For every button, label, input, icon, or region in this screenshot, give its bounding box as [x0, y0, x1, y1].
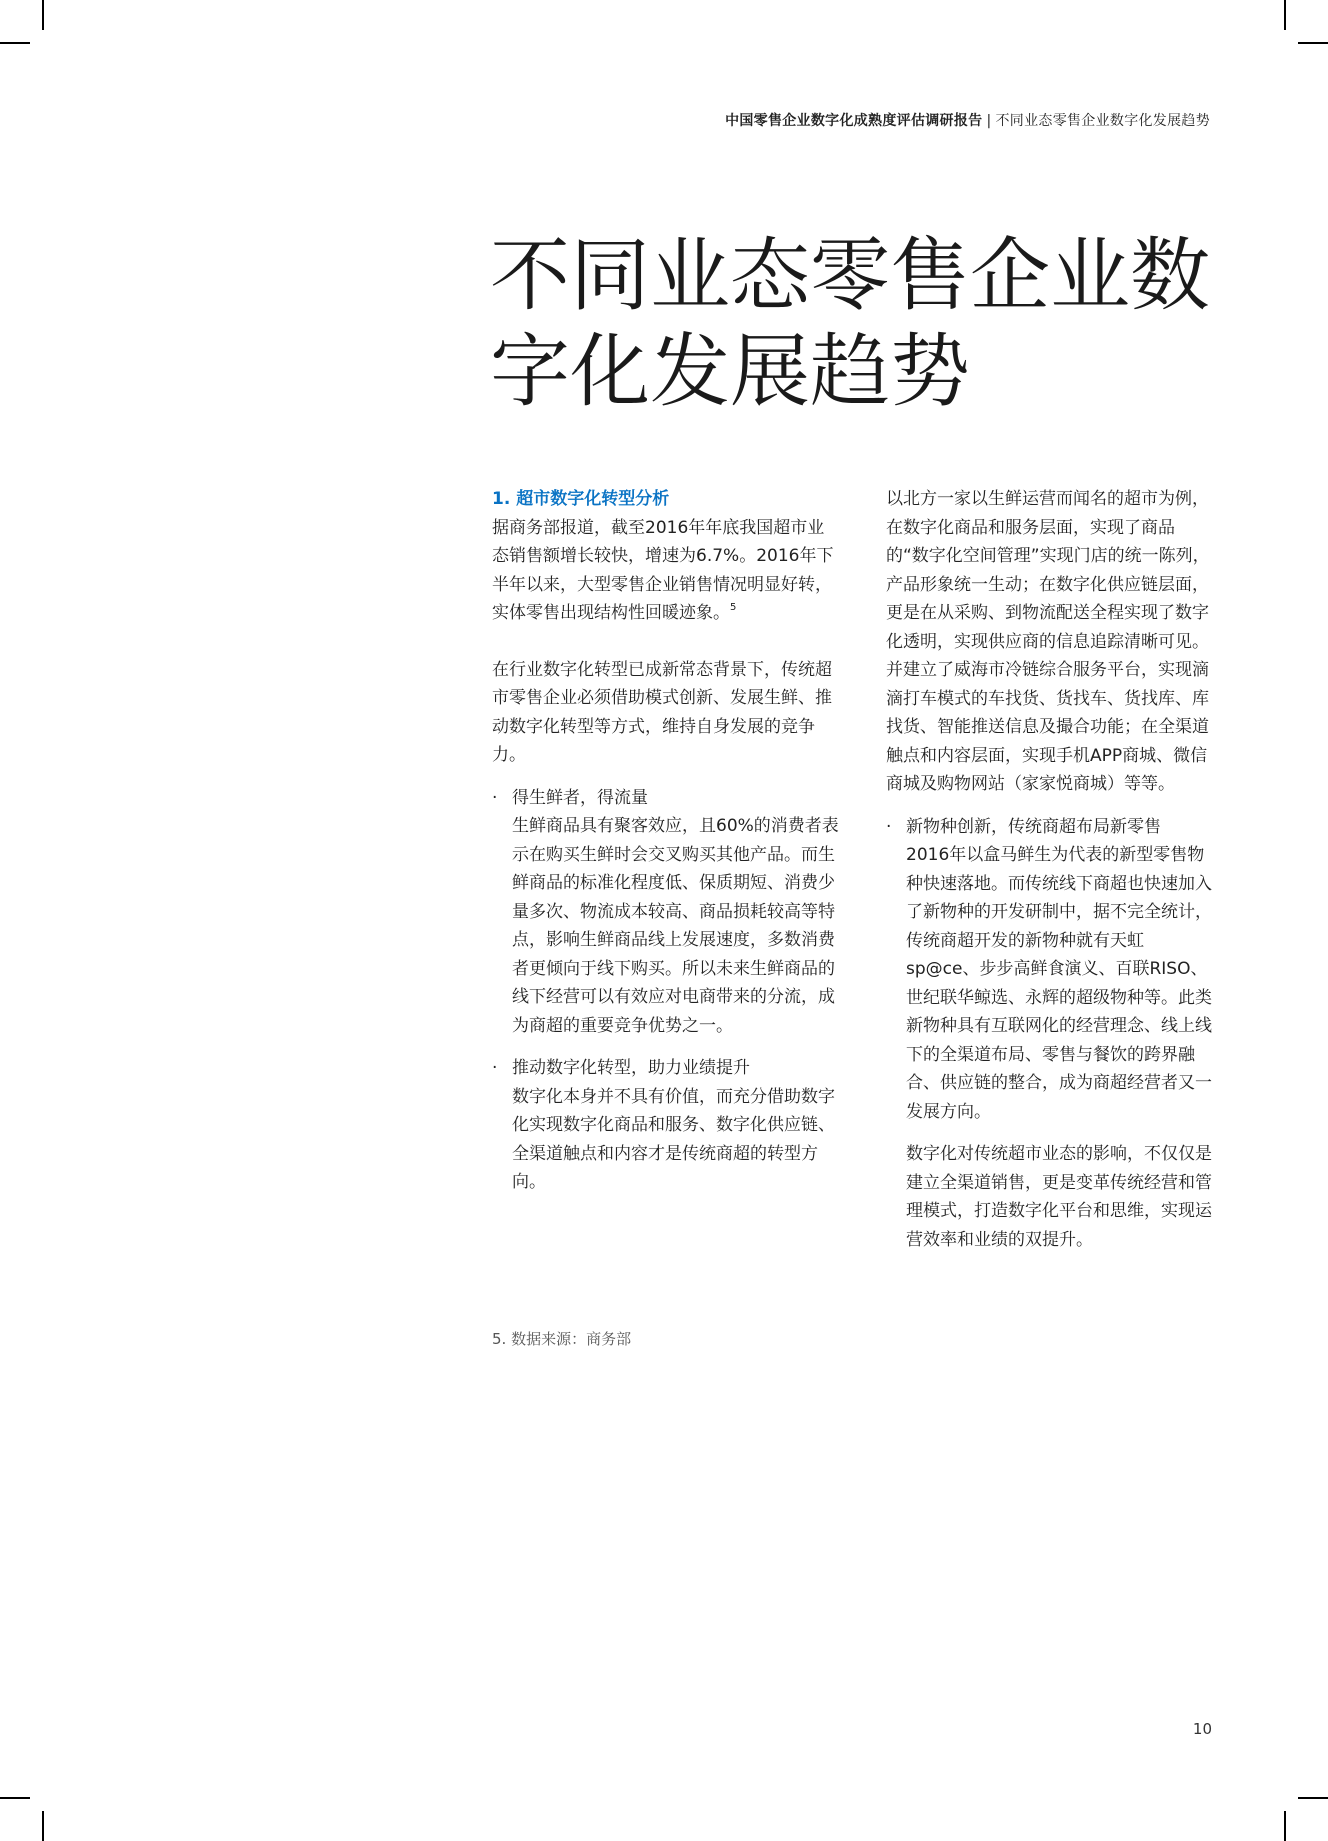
- page-number: 10: [1192, 1720, 1212, 1738]
- bullet-body: 2016年以盒马鲜生为代表的新型零售物种快速落地。而传统线下商超也快速加入了新物种的开发研制中，据不完全统计，传统商超开发的新物种就有天虹sp@ce、步步高鲜食演义、百联RISO、世纪联华鲸选、永辉的超级物种等。此类新物种具有互联网化的经营理念、线上线下的全渠道布局、零售与餐饮的跨界融合、供应链的整合，成为商超经营者又一发展方向。: [906, 845, 1212, 1122]
- page-title-line-2: 字化发展趋势: [490, 325, 970, 418]
- paragraph: 数字化对传统超市业态的影响，不仅仅是建立全渠道销售，更是变革传统经营和管理模式，打造数字化平台和思维，实现运营效率和业绩的双提升。: [906, 1144, 1212, 1250]
- right-column: [886, 485, 1216, 1254]
- bullet-body: 生鲜商品具有聚客效应，且60%的消费者表示在购买生鲜时会交叉购买其他产品。而生鲜商品的标准化程度低、保质期短、消费少量多次、物流成本较高、商品损耗较高等特点，影响生鲜商品线上发展速度，多数消费者更倾向于线下购买。所以未来生鲜商品的线下经营可以有效应对电商带来的分流，成为商超的重要竞争优势之一。: [512, 816, 839, 1036]
- bullet-item: [492, 784, 840, 1041]
- crop-mark-top-right-vertical: [1284, 0, 1286, 30]
- bullet-dot: ·: [492, 1058, 498, 1078]
- section-title: 不同业态零售企业数字化发展趋势: [995, 113, 1210, 129]
- page-title-line-1: 不同业态零售企业数: [490, 229, 1210, 322]
- crop-mark-top-right-horizontal: [1298, 42, 1328, 44]
- footnote-ref: 5: [730, 602, 737, 613]
- paragraph: [492, 514, 840, 628]
- crop-mark-bottom-left-horizontal: [0, 1797, 30, 1799]
- bullet-title: 推动数字化转型，助力业绩提升: [512, 1058, 750, 1078]
- bullet-item: [886, 813, 1216, 1255]
- paragraph: 在行业数字化转型已成新常态背景下，传统超市零售企业必须借助模式创新、发展生鲜、推动数字化转型等方式，维持自身发展的竞争力。: [492, 659, 832, 765]
- left-column: [492, 485, 840, 1197]
- page-title: [490, 228, 1210, 420]
- crop-mark-bottom-left-vertical: [42, 1811, 44, 1841]
- report-title: 中国零售企业数字化成熟度评估调研报告: [725, 113, 983, 129]
- bullet-dot: ·: [886, 816, 892, 837]
- paragraph-text: 据商务部报道，截至2016年年底我国超市业态销售额增长较快，增速为6.7%。2016年下半年以来，大型零售企业销售情况明显好转，实体零售出现结构性回暖迹象。: [492, 517, 834, 623]
- crop-mark-bottom-right-horizontal: [1298, 1797, 1328, 1799]
- bullet-title: 得生鲜者，得流量: [512, 787, 648, 808]
- crop-mark-top-left-vertical: [42, 0, 44, 30]
- crop-mark-bottom-right-vertical: [1284, 1811, 1286, 1841]
- paragraph: 以北方一家以生鲜运营而闻名的超市为例，在数字化商品和服务层面，实现了商品的“数字化空间管理”实现门店的统一陈列，产品形象统一生动；在数字化供应链层面，更是在从采购、到物流配送全程实现了数字化透明，实现供应商的信息追踪清晰可见。并建立了威海市冷链综合服务平台，实现滴滴打车模式的车找货、货找车、货找库、库找货、智能推送信息及撮合功能；在全渠道触点和内容层面，实现手机APP商城、微信商城及购物网站（家家悦商城）等等。: [886, 489, 1210, 794]
- bullet-dot: ·: [492, 787, 498, 808]
- bullet-item: [492, 1054, 840, 1197]
- section-heading: 1. 超市数字化转型分析: [492, 489, 670, 509]
- bullet-body: 数字化本身并不具有价值，而充分借助数字化实现数字化商品和服务、数字化供应链、全渠道触点和内容才是传统商超的转型方向。: [512, 1086, 835, 1192]
- running-header: [725, 110, 1210, 130]
- footnote: 5. 数据来源：商务部: [492, 1330, 632, 1348]
- header-separator: |: [986, 113, 992, 129]
- crop-mark-top-left-horizontal: [0, 42, 30, 44]
- bullet-title: 新物种创新，传统商超布局新零售: [906, 816, 1161, 837]
